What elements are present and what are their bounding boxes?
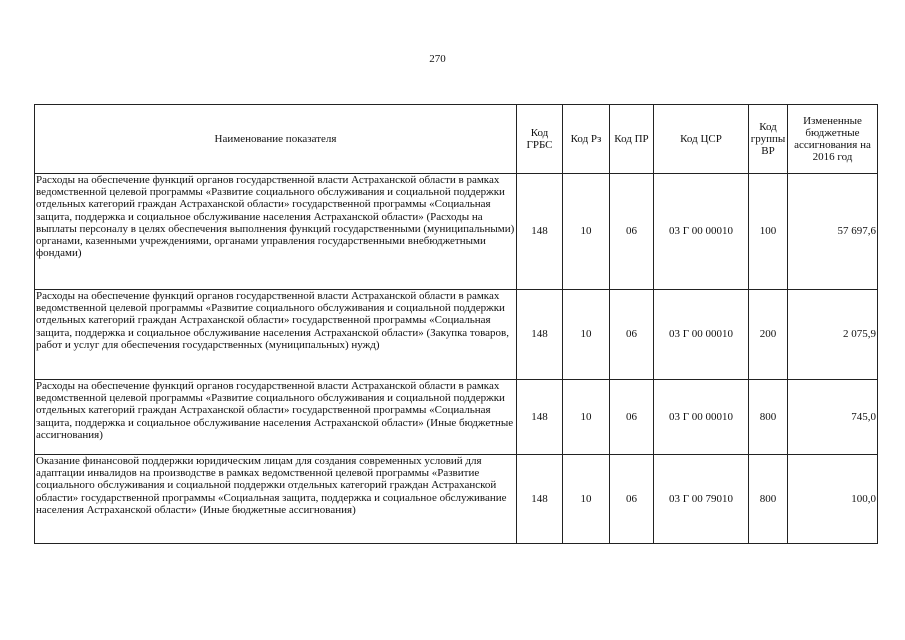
row-pr: 06 — [610, 290, 654, 380]
header-csr: Код ЦСР — [654, 105, 749, 174]
row-name: Расходы на обеспечение функций органов государственной власти Астраханской области в рамках ведомственной целевой программы «Развитие социального обслуживания и социальной поддержки отдельных категорий граждан Астраханской области» государственной программы «Социальная защита, поддержка и социальное обслуживание населения Астраханской области» (Расходы на выплаты персоналу в целях обеспечения выполнения функций государственными (муниципальными) органами, казенными учреждениями, органами управления государственными внебюджетными фондами) — [35, 174, 517, 290]
row-name: Расходы на обеспечение функций органов государственной власти Астраханской области в рамках ведомственной целевой программы «Развитие социального обслуживания и социальной поддержки отдельных категорий граждан Астраханской области» государственной программы «Социальная защита, поддержка и социальное обслуживание населения Астраханской области» (Иные бюджетные ассигнования) — [35, 380, 517, 455]
row-grbs: 148 — [517, 380, 563, 455]
row-csr: 03 Г 00 79010 — [654, 455, 749, 544]
header-rz: Код Рз — [563, 105, 610, 174]
row-vr: 100 — [749, 174, 788, 290]
row-amount: 100,0 — [788, 455, 878, 544]
row-rz: 10 — [563, 380, 610, 455]
row-rz: 10 — [563, 290, 610, 380]
row-grbs: 148 — [517, 290, 563, 380]
row-csr: 03 Г 00 00010 — [654, 290, 749, 380]
row-name: Оказание финансовой поддержки юридическим лицам для создания современных условий для адаптации инвалидов на производстве в рамках ведомственной целевой программы «Развитие социального обслуживания и социальной поддержки отдельных категорий граждан Астраханской области» государственной программы «Социальная защита, поддержка и социальное обслуживание населения Астраханской области» (Иные бюджетные ассигнования) — [35, 455, 517, 544]
row-amount: 745,0 — [788, 380, 878, 455]
row-csr: 03 Г 00 00010 — [654, 380, 749, 455]
header-grbs: Код ГРБС — [517, 105, 563, 174]
row-vr: 800 — [749, 455, 788, 544]
row-grbs: 148 — [517, 455, 563, 544]
header-name: Наименование показателя — [35, 105, 517, 174]
header-pr: Код ПР — [610, 105, 654, 174]
row-vr: 200 — [749, 290, 788, 380]
table-row — [35, 174, 878, 290]
budget-table — [34, 104, 878, 544]
page-number: 270 — [429, 53, 446, 65]
row-pr: 06 — [610, 380, 654, 455]
row-name: Расходы на обеспечение функций органов государственной власти Астраханской области в рамках ведомственной целевой программы «Развитие социального обслуживания и социальной поддержки отдельных категорий граждан Астраханской области» государственной программы «Социальная защита, поддержка и социальное обслуживание населения Астраханской области» (Закупка товаров, работ и услуг для обеспечения государственных (муниципальных) нужд) — [35, 290, 517, 380]
table-row — [35, 290, 878, 380]
row-pr: 06 — [610, 174, 654, 290]
row-rz: 10 — [563, 174, 610, 290]
table-row — [35, 455, 878, 544]
header-amount: Измененные бюджетные ассигнования на 2016 год — [788, 105, 878, 174]
row-amount: 57 697,6 — [788, 174, 878, 290]
row-vr: 800 — [749, 380, 788, 455]
row-csr: 03 Г 00 00010 — [654, 174, 749, 290]
table-header-row — [35, 105, 878, 174]
row-amount: 2 075,9 — [788, 290, 878, 380]
header-vr: Код группы ВР — [749, 105, 788, 174]
row-pr: 06 — [610, 455, 654, 544]
row-rz: 10 — [563, 455, 610, 544]
table-row — [35, 380, 878, 455]
row-grbs: 148 — [517, 174, 563, 290]
